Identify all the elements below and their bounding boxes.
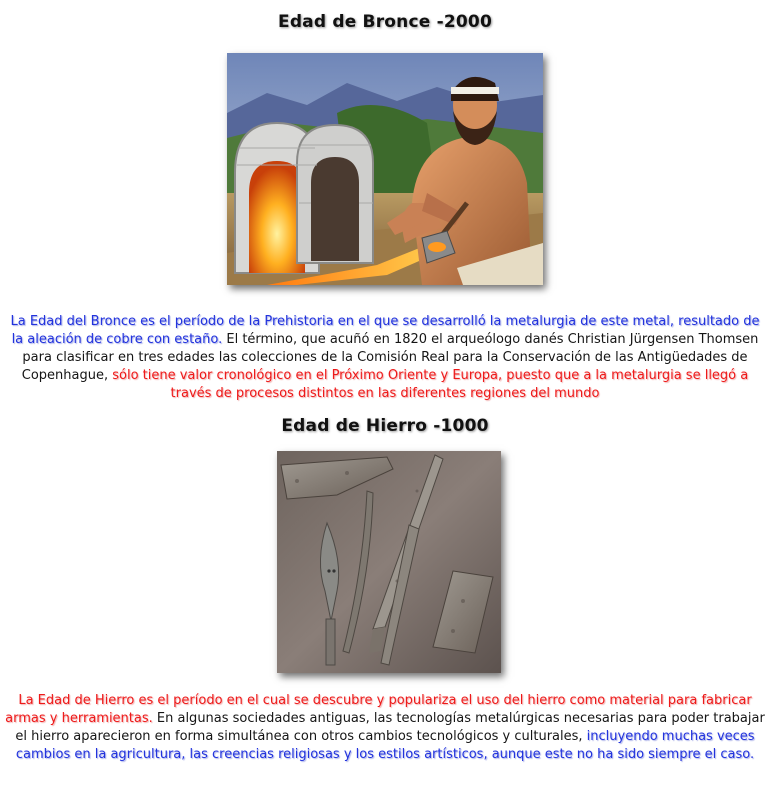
bronze-description-part-red: sólo tiene valor cronológico en el Próximo Oriente y Europa, puesto que a la metalurgia se llegó a través de procesos distintos en las diferentes regiones del mundo — [112, 368, 749, 401]
bronze-description-part-black: El término, que acuñó en 1820 el arqueólogo danés Christian Jürgensen Thomsen para clasificar en tres edades las colecciones de la Comisión Real para la Conservación de las Antigüedades de Copenhague, — [21, 332, 759, 383]
bronze-age-description — [4, 313, 766, 403]
iron-age-title: Edad de Hierro -1000 — [281, 416, 489, 436]
bronze-age-illustration — [227, 53, 543, 285]
iron-age-description — [4, 692, 766, 764]
iron-description-part-red: La Edad de Hierro es el período en el cual se descubre y populariza el uso del hierro como material para fabricar armas y herramientas. — [5, 693, 752, 726]
bronze-age-title: Edad de Bronce -2000 — [278, 12, 492, 32]
iron-age-artifacts-photo — [277, 451, 501, 673]
bronze-description-part-blue: La Edad del Bronce es el período de la Prehistoria en el que se desarrolló la metalurgia de este metal, resultado de la aleación de cobre con estaño. — [10, 314, 760, 347]
iron-description-part-blue: incluyendo muchas veces cambios en la agricultura, las creencias religiosas y los estilos artísticos, aunque este no ha sido siempre el caso. — [15, 729, 755, 762]
iron-description-part-black: En algunas sociedades antiguas, las tecnologías metalúrgicas necesarias para poder trabajar el hierro aparecieron en forma simultánea con otros cambios tecnológicos y culturales, — [15, 711, 765, 744]
